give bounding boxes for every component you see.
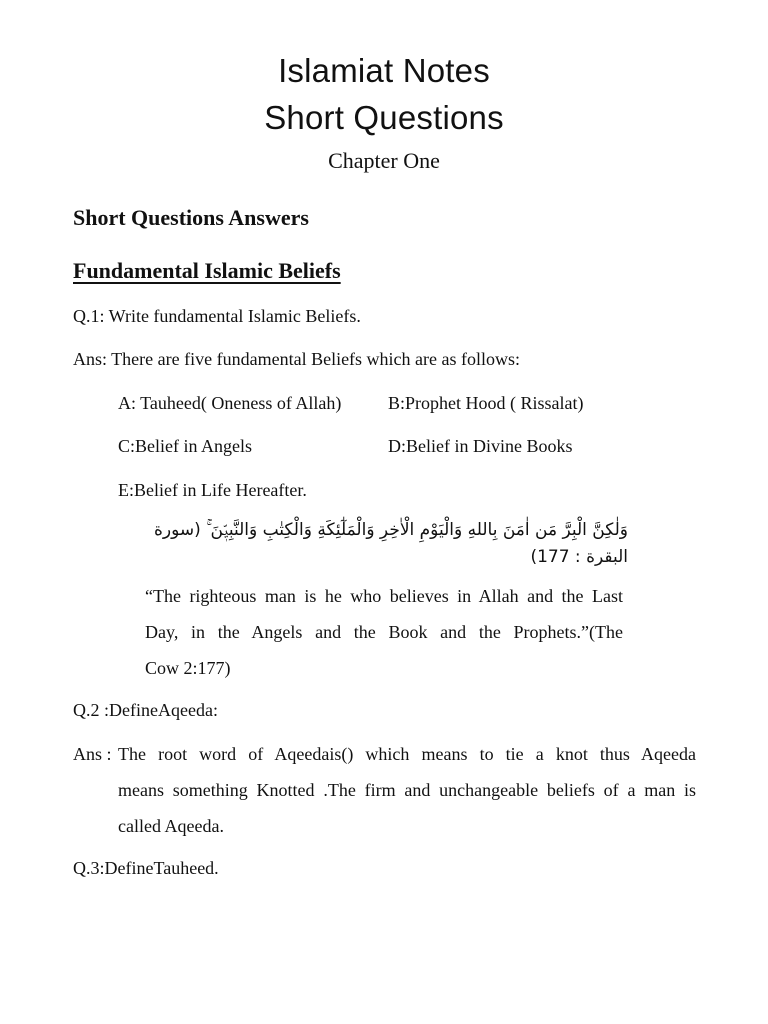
title-line-1: Islamiat Notes — [278, 52, 490, 89]
translation-line-2: Day, in the Angels and the Book and the Prophets.”(The — [145, 622, 623, 642]
title-line-2: Short Questions — [264, 99, 504, 136]
translation-line-3: Cow 2:177) — [145, 658, 231, 678]
q1-answer: Ans: There are five fundamental Beliefs which are as follows: — [73, 349, 521, 369]
verse-translation — [145, 578, 623, 686]
belief-e: E:Belief in Life Hereafter. — [118, 480, 307, 500]
belief-b: B:Prophet Hood ( Rissalat) — [388, 393, 584, 413]
arabic-verse-line-2: البقرة : 177) — [530, 547, 628, 567]
belief-a: A: Tauheed( Oneness of Allah) — [118, 393, 342, 413]
q2-answer-line-3: called Aqeeda. — [118, 816, 224, 836]
q3-question: Q.3:DefineTauheed. — [73, 858, 219, 878]
q2-question: Q.2 :DefineAqeeda: — [73, 700, 218, 720]
q2-answer-line-1: The root word of Aqeedais() which means to tie a knot thus Aqeeda — [118, 744, 696, 764]
translation-line-1: “The righteous man is he who believes in Allah and the Last — [145, 586, 623, 606]
arabic-verse-line-1: وَلٰكِنَّ الْبِرَّ مَن اٰمَنَ بِاللهِ وَالْيَوْمِ الْاٰخِرِ وَالْمَلٰٓئِكَةِ وَالْكِتٰبِ وَالنَّبِيّٖنَ ۚ (سورة — [154, 520, 628, 540]
arabic-verse — [140, 517, 628, 571]
chapter-subtitle: Chapter One — [328, 148, 440, 173]
q2-answer — [118, 736, 696, 844]
q1-question: Q.1: Write fundamental Islamic Beliefs. — [73, 306, 361, 326]
q2-answer-label: Ans : — [73, 744, 112, 764]
belief-c: C:Belief in Angels — [118, 436, 252, 456]
q2-answer-line-2: means something Knotted .The firm and unchangeable beliefs of a man is — [118, 780, 696, 800]
belief-d: D:Belief in Divine Books — [388, 436, 573, 456]
subsection-heading: Fundamental Islamic Beliefs — [73, 258, 341, 283]
section-heading: Short Questions Answers — [73, 205, 309, 230]
